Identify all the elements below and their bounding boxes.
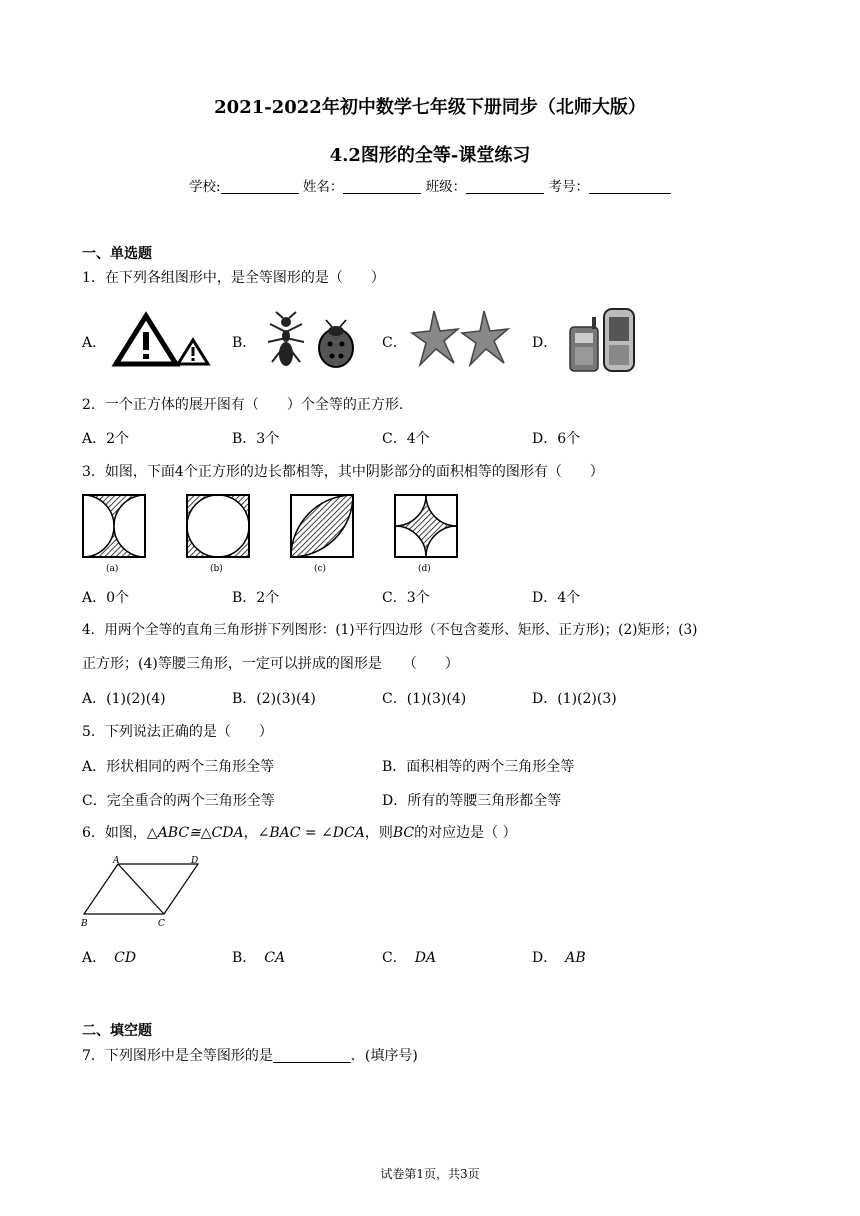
section-single-choice: 一、单选题 [82, 246, 152, 262]
q3-label-b: (b) [210, 564, 223, 574]
q6-label-c: C [158, 919, 165, 929]
q6-congruence: △ABC≅△CDA [146, 825, 244, 841]
q2-option-c[interactable]: C．4个 [382, 431, 430, 447]
q6-option-a[interactable] [82, 947, 136, 967]
q4-option-b[interactable]: B．(2)(3)(4) [232, 691, 316, 707]
q6-option-c-value: DA [414, 950, 437, 966]
q6-label-d: D [191, 856, 199, 866]
q5-option-c[interactable]: C．完全重合的两个三角形全等 [82, 793, 275, 809]
q3-label-d: (d) [418, 564, 431, 574]
class-label: 班级： [425, 179, 467, 195]
q6-option-b-letter: B． [232, 950, 257, 966]
q3-figure-c [291, 495, 353, 557]
name-label: 姓名： [302, 179, 344, 195]
name-blank[interactable] [343, 180, 421, 194]
section-fill-in-blank: 二、填空题 [82, 1023, 152, 1039]
q1-figure-ant-ladybug [262, 312, 362, 372]
q1-option-c[interactable]: C． [382, 335, 407, 351]
q6-angles: ∠BAC = ∠DCA [257, 825, 365, 841]
q1-option-d[interactable]: D． [532, 335, 558, 351]
exam-no-label: 考号： [548, 179, 589, 195]
question-2: 2．一个正方体的展开图有（ ）个全等的正方形． [82, 397, 413, 413]
q1-option-b[interactable]: B． [232, 335, 257, 351]
q6-option-b-value: CA [264, 950, 286, 966]
page-footer: 试卷第1页，共3页 [380, 1167, 480, 1181]
question-3: 3．如图，下面4个正方形的边长都相等，其中阴影部分的面积相等的图形有（ ） [82, 464, 604, 480]
school-label: 学校: [189, 179, 221, 195]
q4-option-c[interactable]: C．(1)(3)(4) [382, 691, 467, 707]
q3-option-c[interactable]: C．3个 [382, 590, 430, 606]
q7-prefix: 7．下列图形中是全等图形的是 [82, 1048, 273, 1064]
q6-option-c-letter: C． [382, 950, 407, 966]
q1-figure-starfish [410, 307, 510, 369]
question-1: 1．在下列各组图形中，是全等图形的是（ ） [82, 270, 385, 286]
q2-option-a[interactable]: A．2个 [82, 431, 130, 447]
q1-figure-phones [568, 307, 638, 373]
q6-separator: ， [243, 825, 258, 841]
student-info-line [0, 175, 860, 195]
document-title: 2021-2022年初中数学七年级下册同步（北师大版） [214, 97, 646, 118]
q4-option-a[interactable]: A．(1)(2)(4) [82, 691, 166, 707]
document-subtitle: 4.2图形的全等-课堂练习 [329, 145, 531, 166]
q1-figure-warning-triangles [112, 312, 212, 368]
q7-answer-blank[interactable] [273, 1049, 351, 1063]
question-7 [82, 1046, 418, 1066]
q5-option-b[interactable]: B．面积相等的两个三角形全等 [382, 759, 575, 775]
q3-label-c: (c) [314, 564, 327, 574]
q2-option-b[interactable]: B．3个 [232, 431, 280, 447]
q6-prefix: 6．如图， [82, 825, 147, 841]
q3-figure-a [83, 495, 145, 557]
question-6 [82, 823, 517, 843]
q7-suffix: ．(填序号) [350, 1048, 418, 1064]
q3-option-a[interactable]: A．0个 [82, 590, 130, 606]
q6-option-c[interactable] [382, 947, 436, 967]
q1-option-a[interactable]: A． [82, 335, 107, 351]
q6-label-a: A [113, 856, 120, 866]
question-4-line-1: 4．用两个全等的直角三角形拼下列图形：(1)平行四边形（不包含菱形、矩形、正方形)；(2)矩形；(3) [82, 622, 698, 638]
q3-figures [82, 494, 472, 574]
q6-parallelogram-figure [78, 854, 208, 934]
q2-option-d[interactable]: D．6个 [532, 431, 581, 447]
q4-option-d[interactable]: D．(1)(2)(3) [532, 691, 617, 707]
q6-suffix: 的对应边是（ ） [414, 825, 517, 841]
q6-option-d[interactable] [532, 947, 586, 967]
q6-middle: ，则 [364, 825, 393, 841]
q6-bc: BC [392, 825, 415, 841]
q6-option-a-letter: A． [82, 950, 107, 966]
question-5: 5．下列说法正确的是（ ） [82, 724, 273, 740]
question-4-line-2: 正方形；(4)等腰三角形，一定可以拼成的图形是 （ ） [82, 656, 459, 672]
q6-option-a-value: CD [114, 950, 137, 966]
class-blank[interactable] [466, 180, 544, 194]
q3-figure-d [395, 495, 457, 557]
q3-label-a: (a) [106, 564, 119, 574]
q6-option-b[interactable] [232, 947, 285, 967]
school-blank[interactable] [221, 180, 299, 194]
q5-option-a[interactable]: A．形状相同的两个三角形全等 [82, 759, 275, 775]
q6-option-d-value: AB [565, 950, 586, 966]
q3-figure-b [187, 495, 249, 557]
q6-label-b: B [81, 919, 88, 929]
q3-option-d[interactable]: D．4个 [532, 590, 581, 606]
exam-no-blank[interactable] [589, 180, 671, 194]
q3-option-b[interactable]: B．2个 [232, 590, 280, 606]
q5-option-d[interactable]: D．所有的等腰三角形都全等 [382, 793, 562, 809]
q6-option-d-letter: D． [532, 950, 558, 966]
